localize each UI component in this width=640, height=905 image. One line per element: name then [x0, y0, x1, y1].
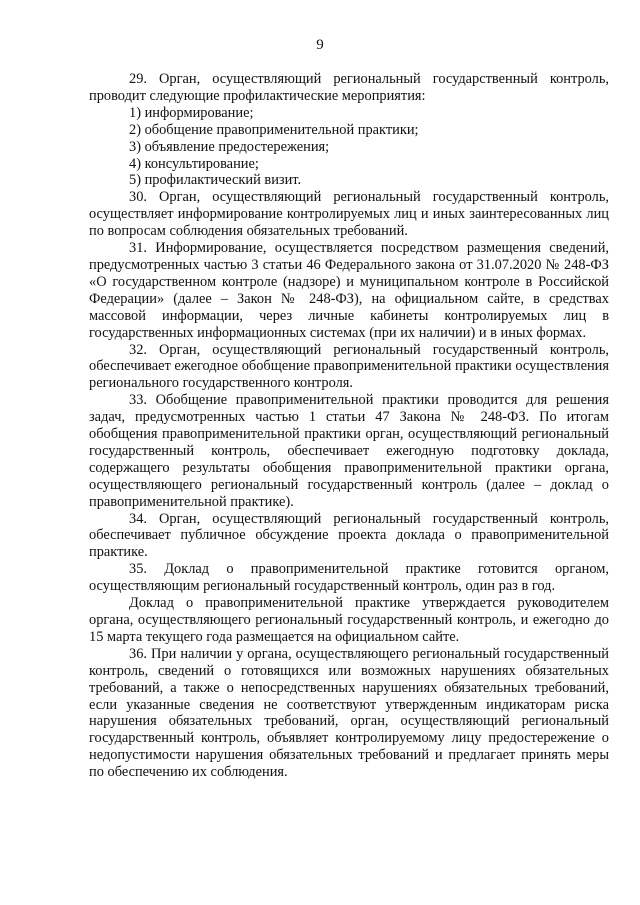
paragraph-34: 34. Орган, осуществляющий региональный государственный контроль, обеспечивает публичное обсуждение проекта доклада о правоприменительной практике.: [89, 510, 609, 561]
paragraph-31: 31. Информирование, осуществляется посредством размещения сведений, предусмотренных частью 3 статьи 46 Федерального закона от 31.07.2020 № 248-ФЗ «О государственном контроле (надзоре) и муниципальном контроле в Российской Федерации» (далее – Закон № 248-ФЗ), на официальном сайте, в средствах массовой информации, через личные кабинеты контролируемых лиц в государственных информационных системах (при их наличии) и в иных формах.: [89, 240, 609, 341]
document-body: [89, 71, 609, 781]
list-item-generalization: 2) обобщение правоприменительной практики;: [129, 121, 419, 138]
paragraph-30: 30. Орган, осуществляющий региональный государственный контроль, осуществляет информирование контролируемых лиц и иных заинтересованных лиц по вопросам соблюдения обязательных требований.: [89, 189, 609, 240]
paragraph-32: 32. Орган, осуществляющий региональный государственный контроль, обеспечивает ежегодное обобщение правоприменительной практики осуществления регионального государственного контроля.: [89, 341, 609, 392]
paragraph-35-continuation: Доклад о правоприменительной практике утверждается руководителем органа, осуществляющего региональный государственный контроль, и ежегодно до 15 марта текущего года размещается на официальном сайте.: [89, 595, 609, 645]
paragraph-29: 29. Орган, осуществляющий региональный государственный контроль, проводит следующие профилактические мероприятия:: [89, 71, 609, 104]
list-item-consultation: 4) консультирование;: [129, 155, 259, 172]
paragraph-36: 36. При наличии у органа, осуществляющего региональный государственный контроль, сведений о готовящихся или возможных нарушениях обязательных требований, а также о непосредственных нарушениях обязательных требований, если указанные сведения не соответствуют утвержденным индикаторам риска нарушения обязательных требований, орган, осуществляющий региональный государственный контроль, объявляет контролируемому лицу предостережение о недопустимости нарушения обязательных требований и предлагает принять меры по обеспечению их соблюдения.: [89, 645, 609, 781]
list-item-information: 1) информирование;: [129, 104, 254, 121]
paragraph-35: 35. Доклад о правоприменительной практике готовится органом, осуществляющим региональный государственный контроль, один раз в год.: [89, 561, 609, 595]
list-item-warning: 3) объявление предостережения;: [129, 138, 330, 155]
page-number: 9: [316, 37, 324, 53]
paragraph-33: 33. Обобщение правоприменительной практики проводится для решения задач, предусмотренных частью 1 статьи 47 Закона № 248-ФЗ. По итогам обобщения правоприменительной практики орган, осуществляющий региональный государственный контроль, обеспечивает ежегодную подготовку доклада, содержащего результаты обобщения правоприменительной практики органа, осуществляющего региональный государственный контроль (далее – доклад о правоприменительной практике).: [89, 392, 609, 510]
list-item-preventive-visit: 5) профилактический визит.: [129, 172, 302, 189]
